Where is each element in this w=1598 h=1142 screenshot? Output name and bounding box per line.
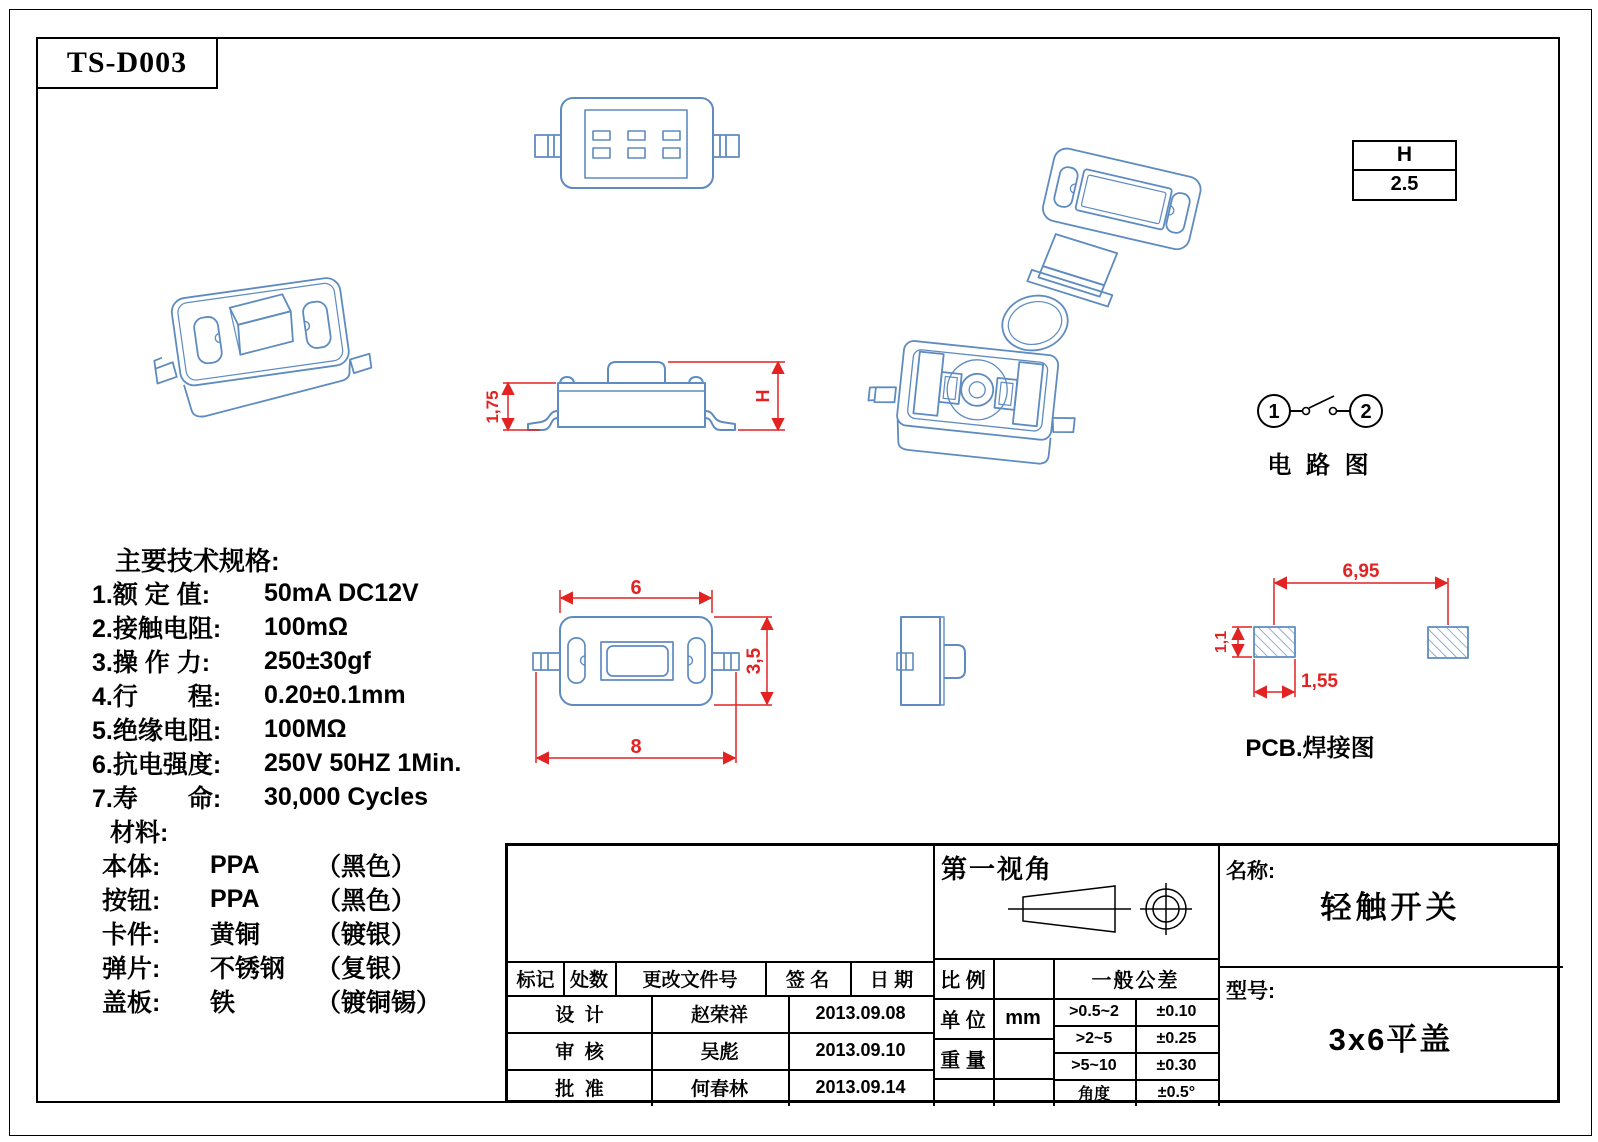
contact-right (1330, 408, 1337, 415)
material-name: 铁 (210, 989, 236, 1017)
sign-role-approve: 批 准 (555, 1079, 604, 1100)
part-number-box (36, 37, 218, 89)
tolerance-value: ±0.5° (1157, 1083, 1196, 1101)
pcb-pad-left (1254, 627, 1295, 657)
scale-label: 比 例 (940, 969, 986, 992)
tv-button-outer (601, 642, 673, 680)
left-lead (535, 135, 561, 157)
spec-value: 100mΩ (264, 612, 348, 641)
specs-block (92, 542, 522, 1018)
material-name: PPA (210, 884, 260, 913)
dimensioned-top-view-drawing (520, 577, 790, 775)
ev-button (944, 645, 965, 678)
material-name: 不锈钢 (210, 955, 286, 983)
spec-value: 0.20±0.1mm (264, 680, 406, 709)
material-item (92, 984, 522, 1018)
rev-header-sign: 签 名 (785, 969, 830, 991)
end-view-drawing (880, 600, 980, 715)
rev-header-mark: 标记 (516, 969, 555, 991)
tolerance-range: >5~10 (1071, 1056, 1117, 1074)
terminal-2-label: 2 (1360, 401, 1372, 423)
spec-item (92, 678, 522, 712)
tv-body (560, 617, 712, 705)
spec-label: 5.绝缘电阻: (92, 717, 222, 745)
iso-body-front (184, 360, 355, 419)
h-table-value: 2.5 (1390, 173, 1419, 196)
ev-body (901, 617, 940, 705)
tolerance-value: ±0.25 (1156, 1029, 1197, 1047)
unit-label: 单 位 (940, 1009, 986, 1032)
material-finish: （复银） (316, 955, 417, 983)
dim-label-1-1: 1,1 (1213, 630, 1230, 654)
spec-item (92, 746, 522, 780)
iso-lead-right (350, 354, 372, 374)
sign-date-check: 2013.09.10 (815, 1040, 906, 1060)
ev-lead (897, 653, 913, 670)
model-label: 型号: (1226, 980, 1275, 1003)
terminal-1-label: 1 (1268, 401, 1280, 423)
h-dimension-table (1352, 140, 1457, 201)
spec-label: 1.额 定 值: (92, 581, 211, 609)
dim-1-55 (1254, 659, 1338, 697)
material-name: 黄铜 (210, 921, 261, 949)
spec-value: 250V 50HZ 1Min. (264, 748, 462, 777)
material-item (92, 848, 522, 882)
spec-value: 50mA DC12V (264, 578, 419, 607)
sign-date-approve: 2013.09.14 (815, 1077, 906, 1097)
specs-heading: 主要技术规格: (115, 545, 280, 576)
tv-slot-left (568, 638, 585, 683)
spec-item (92, 780, 522, 814)
tv-lead-right (712, 653, 739, 670)
dim-label-8: 8 (630, 736, 642, 758)
weight-label: 重 量 (940, 1049, 986, 1072)
dim-label-6-95: 6,95 (1342, 561, 1380, 582)
sign-name-approve: 何春林 (690, 1079, 748, 1100)
dim-label-H: H (753, 389, 773, 403)
side-lead-left (528, 411, 558, 430)
circuit-diagram (1245, 385, 1395, 445)
iso-lead-left (154, 356, 177, 384)
dim-6-95 (1274, 561, 1448, 625)
material-item (92, 916, 522, 950)
name-value: 轻触开关 (1320, 889, 1461, 925)
material-part: 卡件: (102, 921, 161, 949)
dim-label-6: 6 (630, 577, 642, 599)
sign-name-check: 吴彪 (700, 1042, 739, 1063)
material-part: 本体: (102, 853, 161, 881)
spec-label: 2.接触电阻: (92, 615, 222, 643)
model-value: 3x6平盖 (1328, 1021, 1453, 1057)
tolerance-value: ±0.10 (1156, 1002, 1197, 1020)
exploded-view-drawing (850, 110, 1220, 455)
spec-label: 3.操 作 力: (92, 649, 211, 677)
material-finish: （镀银） (316, 921, 417, 949)
material-finish: （黑色） (316, 853, 417, 881)
side-body (558, 383, 705, 427)
switch-lever (1309, 396, 1334, 408)
spec-value: 30,000 Cycles (264, 782, 429, 811)
dim-3-5 (714, 617, 772, 705)
iso-button-top (229, 293, 292, 325)
sign-role-design: 设 计 (555, 1005, 604, 1026)
dim-1-75 (483, 383, 556, 430)
side-view-drawing (483, 350, 800, 445)
pcb-pad-right (1428, 627, 1468, 658)
first-angle-symbol (973, 878, 1213, 950)
body-outline (561, 98, 713, 188)
material-part: 按钮: (102, 887, 161, 915)
dim-6 (560, 577, 712, 613)
dim-label-3-5: 3,5 (744, 647, 765, 675)
iso-button-front (235, 311, 295, 354)
dim-8 (536, 672, 736, 763)
right-lead (713, 135, 739, 157)
spec-label: 7.寿 命: (92, 785, 222, 813)
tv-lead-left (533, 653, 560, 670)
metal-dome (996, 289, 1073, 357)
rev-header-docno: 更改文件号 (642, 969, 738, 991)
iso-slot-left (193, 316, 223, 365)
part-number: TS-D003 (66, 46, 188, 79)
circuit-caption: 电 路 图 (1267, 451, 1373, 479)
spec-label: 6.抗电强度: (92, 751, 222, 779)
material-finish: （镀铜锡） (316, 989, 442, 1017)
name-label: 名称: (1226, 860, 1275, 883)
iso-view-drawing (145, 258, 395, 423)
sign-date-design: 2013.09.08 (815, 1003, 906, 1023)
material-part: 盖板: (102, 989, 161, 1017)
materials-heading: 材料: (110, 819, 169, 847)
pcb-layout-drawing (1215, 555, 1505, 710)
title-block (505, 843, 1560, 1103)
spec-label: 4.行 程: (92, 683, 222, 711)
material-item (92, 950, 522, 984)
bottom-view-drawing (520, 90, 750, 202)
switch-body (864, 337, 1081, 467)
tolerance-range: >0.5~2 (1069, 1002, 1119, 1020)
sign-role-check: 审 核 (555, 1042, 604, 1063)
material-part: 弹片: (102, 955, 161, 983)
spec-item (92, 576, 522, 610)
sign-name-design: 赵荣祥 (690, 1005, 748, 1026)
terminal-holes (593, 131, 680, 158)
tv-slot-right (688, 638, 705, 683)
side-button (608, 362, 665, 383)
rev-header-count: 处数 (569, 969, 608, 991)
dim-H (668, 362, 785, 430)
inner-plate (585, 110, 687, 178)
tv-button-inner (607, 646, 668, 676)
spec-value: 100MΩ (264, 714, 347, 743)
tolerance-range: 角度 (1077, 1086, 1110, 1103)
material-name: PPA (210, 850, 260, 879)
spec-item (92, 644, 522, 678)
dim-1-1 (1213, 627, 1252, 657)
h-table-header: H (1354, 142, 1455, 171)
side-lead-right (705, 411, 735, 430)
spec-item (92, 712, 522, 746)
rev-header-date: 日 期 (869, 969, 914, 991)
material-item (92, 882, 522, 916)
tolerance-value: ±0.30 (1156, 1056, 1197, 1074)
spec-value: 250±30gf (264, 646, 371, 675)
iso-slot-right (302, 300, 332, 349)
tolerance-header: 一般公差 (1091, 969, 1180, 992)
pcb-caption: PCB.焊接图 (1245, 734, 1375, 762)
tolerance-range: >2~5 (1075, 1029, 1113, 1047)
first-angle-label: 第一视角 (941, 853, 1054, 884)
spec-item (92, 610, 522, 644)
material-finish: （黑色） (316, 887, 417, 915)
unit-value: mm (1005, 1006, 1041, 1029)
dim-label-1-75: 1,75 (483, 390, 502, 424)
contact-left (1303, 408, 1310, 415)
dim-label-1-55: 1,55 (1301, 671, 1338, 692)
